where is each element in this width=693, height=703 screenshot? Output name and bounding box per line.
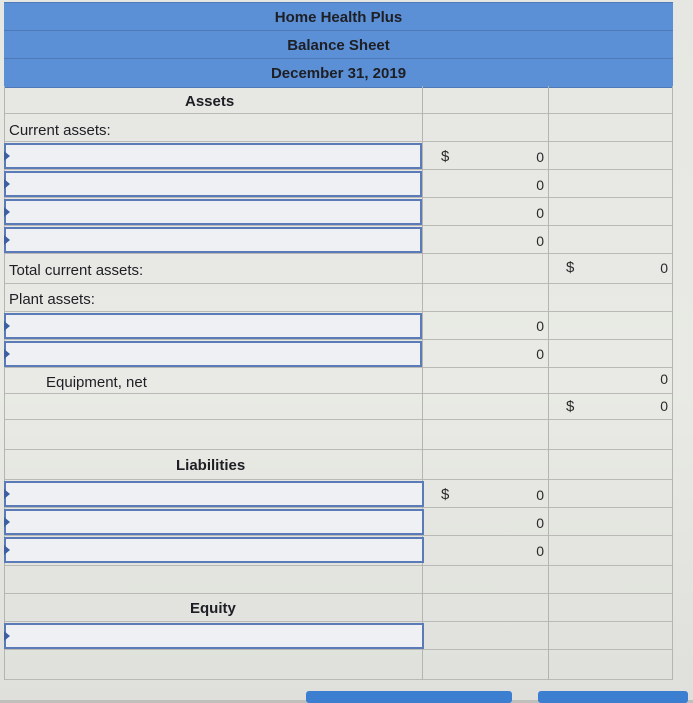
current-assets-label: Current assets: <box>9 122 111 139</box>
row-marker-icon <box>4 179 10 189</box>
row-marker-icon <box>4 631 10 641</box>
current-asset-name-input-4[interactable] <box>4 227 422 253</box>
total-current-assets-value: 0 <box>660 260 668 276</box>
plant-asset-value-2: 0 <box>536 346 544 362</box>
dollar-sign: $ <box>566 259 575 276</box>
row-marker-icon <box>4 321 10 331</box>
table-row <box>4 650 673 680</box>
liability-value-1: 0 <box>536 487 544 503</box>
action-button[interactable] <box>538 691 688 703</box>
dollar-sign: $ <box>566 398 575 415</box>
current-asset-name-input-1[interactable] <box>4 143 422 169</box>
company-name-header <box>4 2 673 32</box>
assets-heading-row <box>4 86 673 114</box>
blank-row <box>4 420 673 450</box>
total-assets-value: 0 <box>660 398 668 414</box>
liabilities-heading-row <box>4 450 673 480</box>
current-asset-name-input-3[interactable] <box>4 199 422 225</box>
liabilities-heading: Liabilities <box>176 457 246 474</box>
action-button[interactable] <box>306 691 512 703</box>
statement-date: December 31, 2019 <box>270 64 407 82</box>
dollar-sign: $ <box>441 486 450 503</box>
current-asset-value-1: 0 <box>536 149 544 165</box>
equity-heading-row <box>4 594 673 622</box>
liability-name-input-2[interactable] <box>4 509 424 535</box>
row-marker-icon <box>4 207 10 217</box>
row-marker-icon <box>4 517 10 527</box>
plant-asset-name-input-1[interactable] <box>4 313 422 339</box>
plant-assets-label: Plant assets: <box>9 291 95 308</box>
statement-date-header <box>4 58 673 88</box>
equipment-net-value: 0 <box>660 371 668 387</box>
grid-line <box>548 86 549 680</box>
equity-name-input-1[interactable] <box>4 623 424 649</box>
liability-value-2: 0 <box>536 515 544 531</box>
company-name: Home Health Plus <box>274 8 403 26</box>
row-marker-icon <box>4 489 10 499</box>
liability-value-3: 0 <box>536 543 544 559</box>
total-current-assets-label: Total current assets: <box>9 262 144 279</box>
equipment-net-label: Equipment, net <box>46 374 147 391</box>
statement-title-header <box>4 30 673 60</box>
dollar-sign: $ <box>441 148 450 165</box>
current-asset-value-2: 0 <box>536 177 544 193</box>
plant-asset-name-input-2[interactable] <box>4 341 422 367</box>
plant-asset-value-1: 0 <box>536 318 544 334</box>
blank-row <box>4 566 673 594</box>
assets-heading: Assets <box>185 93 235 110</box>
row-marker-icon <box>4 235 10 245</box>
current-asset-value-4: 0 <box>536 233 544 249</box>
equity-heading: Equity <box>190 600 236 617</box>
liability-name-input-3[interactable] <box>4 537 424 563</box>
row-marker-icon <box>4 349 10 359</box>
current-asset-name-input-2[interactable] <box>4 171 422 197</box>
current-asset-value-3: 0 <box>536 205 544 221</box>
row-marker-icon <box>4 545 10 555</box>
plant-assets-row <box>4 284 673 312</box>
grid-line <box>422 86 423 680</box>
liability-name-input-1[interactable] <box>4 481 424 507</box>
statement-title: Balance Sheet <box>287 36 390 54</box>
row-marker-icon <box>4 151 10 161</box>
grid-line <box>672 86 673 680</box>
